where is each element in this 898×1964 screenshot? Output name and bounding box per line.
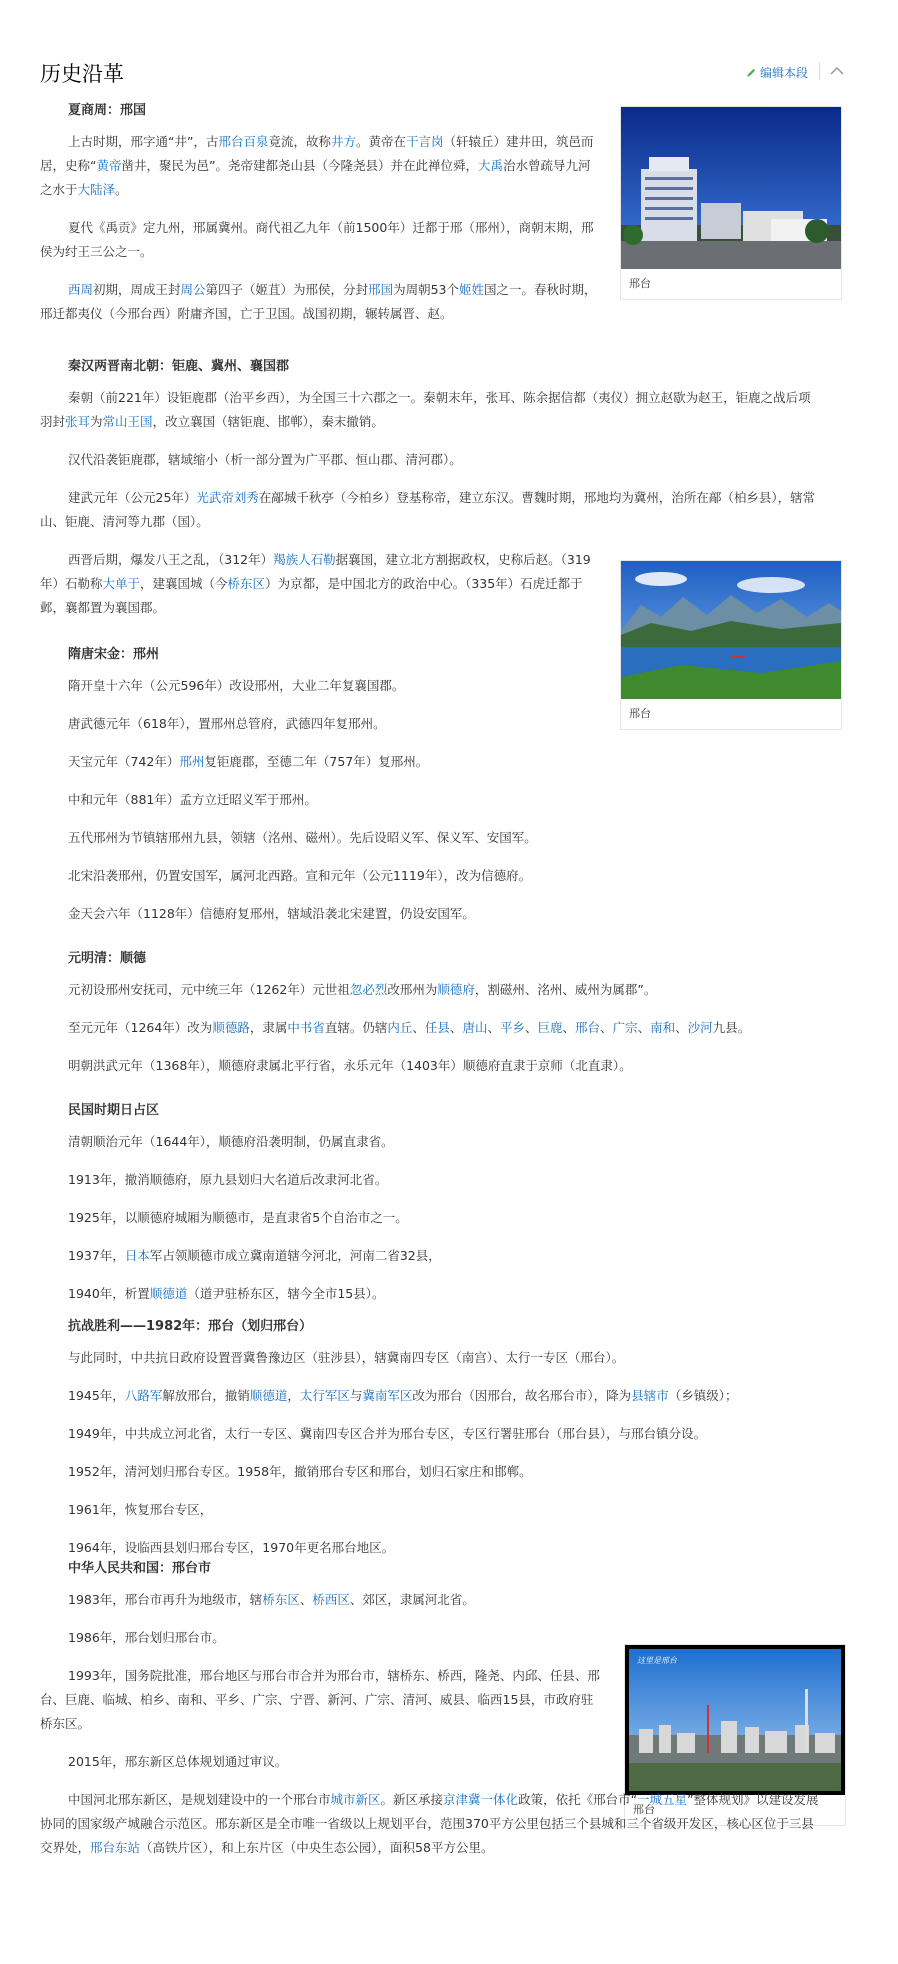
paragraph: 夏代《禹贡》定九州，邢属冀州。商代祖乙九年（前1500年）迁都于邢（邢州），商朝末期，邢侯为纣王三公之一。 <box>40 220 594 259</box>
figure-city-building[interactable] <box>620 106 842 300</box>
internal-link[interactable]: 邢台东站 <box>90 1840 141 1855</box>
figure-caption: 邢台 <box>629 707 651 720</box>
internal-link[interactable]: 西周 <box>68 282 94 297</box>
internal-link[interactable]: 姬姓 <box>458 282 484 297</box>
history-section <box>40 1100 820 1320</box>
paragraph: 至元元年（1264年）改为顺德路，隶属中书省直辖。仍辖内丘、任县、唐山、平乡、巨鹿、邢台、广宗、南和、沙河九县。 <box>68 1020 751 1035</box>
paragraph: 1952年，清河划归邢台专区。1958年，撤销邢台专区和邢台，划归石家庄和邯郸。 <box>68 1464 532 1479</box>
internal-link[interactable]: 八路军 <box>124 1388 163 1403</box>
internal-link[interactable]: 县辖市 <box>631 1388 669 1403</box>
internal-link[interactable]: 黄帝 <box>96 158 122 173</box>
internal-link[interactable]: 顺德府 <box>437 982 475 997</box>
internal-link[interactable]: 张耳 <box>65 414 91 429</box>
section-header <box>40 58 850 94</box>
paragraph: 2015年，邢东新区总体规划通过审议。 <box>68 1754 288 1769</box>
paragraph: 隋开皇十六年（公元596年）改设邢州，大业二年复襄国郡。 <box>68 678 405 693</box>
figure-caption: 邢台 <box>629 277 651 290</box>
internal-link[interactable]: 大禹 <box>477 158 503 173</box>
paragraph: 1913年，撤消顺德府，原九县划归大名道后改隶河北省。 <box>68 1172 388 1187</box>
internal-link[interactable]: 京津冀一体化 <box>443 1792 519 1807</box>
internal-link[interactable]: 顺德道 <box>249 1388 288 1403</box>
paragraph: 1937年，日本军占领顺德市成立冀南道辖今河北，河南二省32县， <box>68 1248 441 1263</box>
history-section <box>40 1316 820 1574</box>
internal-link[interactable]: 沙河 <box>687 1020 713 1035</box>
paragraph: 1993年，国务院批准，邢台地区与邢台市合并为邢台市，辖桥东、桥西，隆尧、内邱、任县、邢台、巨鹿、临城、柏乡、南和、平乡、广宗、宁晋、新河、广宗、清河、威县、临西15县，市政府驻桥东区。 <box>40 1668 600 1731</box>
paragraph: 1961年，恢复邢台专区， <box>68 1502 213 1517</box>
pencil-icon <box>746 67 757 78</box>
section-title: 历史沿革 <box>40 62 124 86</box>
internal-link[interactable]: 中书省 <box>287 1020 325 1035</box>
paragraph: 金天会六年（1128年）信德府复邢州，辖域沿袭北宋建置，仍设安国军。 <box>68 906 475 921</box>
paragraph: 1986年，邢台划归邢台市。 <box>68 1630 225 1645</box>
paragraph: 北宋沿袭邢州，仍置安国军，属河北西路。宣和元年（公元1119年），改为信德府。 <box>68 868 532 883</box>
paragraph: 与此同时，中共抗日政府设置晋冀鲁豫边区（驻涉县），辖冀南四专区（南宫）、太行一专区（邢台）。 <box>68 1350 625 1365</box>
paragraph: 汉代沿袭钜鹿郡，辖域缩小（析一部分置为广平郡、恒山郡、清河郡）。 <box>68 452 462 467</box>
city-building-image <box>621 107 841 269</box>
paragraph: 西周初期，周成王封周公第四子（姬苴）为邢侯，分封邢国为周朝53个姬姓国之一。春秋时期，邢迁都夷仪（今邢台西）附庸齐国，亡于卫国。战国初期，辗转属晋、赵。 <box>40 282 597 321</box>
paragraph: 元初设邢州安抚司，元中统三年（1262年）元世祖忽必烈改邢州为顺德府，割磁州、洺州、威州为属郡”。 <box>68 982 657 997</box>
paragraph: 天宝元年（742年）邢州复钜鹿郡，至德二年（757年）复邢州。 <box>68 754 429 769</box>
paragraph: 中国河北邢东新区，是规划建设中的一个邢台市城市新区。新区承接京津冀一体化政策，依托《邢台市“一城五星”整体规划》以建设发展协同的国家级产城融合示范区。邢东新区是全市唯一省级以上规划平台，范围370平方公里包括三个县城和三个省级开发区，核心区位于三县交界处，邢台东站（高铁片区），和上东片区（中央生态公园），面积58平方公里。 <box>40 1792 819 1855</box>
internal-link[interactable]: 光武帝刘秀 <box>196 490 259 505</box>
internal-link[interactable]: 邢国 <box>368 282 394 297</box>
internal-link[interactable]: 一城五星 <box>637 1792 688 1807</box>
internal-link[interactable]: 桥东区 <box>262 1592 300 1607</box>
history-section <box>40 1558 820 1874</box>
paragraph: 1949年，中共成立河北省，太行一专区、冀南四专区合并为邢台专区，专区行署驻邢台（邢台县），与邢台镇分设。 <box>68 1426 707 1441</box>
internal-link[interactable]: 冀南军区 <box>362 1388 413 1403</box>
section-subheading: 抗战胜利——1982年：邢台（划归邢台） <box>68 1319 313 1334</box>
internal-link[interactable]: 羯族人石勒 <box>273 552 336 567</box>
internal-link[interactable]: 城市新区 <box>330 1792 381 1807</box>
paragraph: 中和元年（881年）孟方立迁昭义军于邢州。 <box>68 792 317 807</box>
internal-link[interactable]: 周公 <box>180 282 206 297</box>
paragraph: 明朝洪武元年（1368年），顺德府隶属北平行省，永乐元年（1403年）顺德府直隶于京师（北直隶）。 <box>68 1058 632 1073</box>
paragraph: 上古时期，邢字通“井”，古邢台百泉竟流，故称井方。黄帝在干言岗（轩辕丘）建井田，筑邑而居，史称“黄帝凿井，聚民为邑”。尧帝建都尧山县（今隆尧县）并在此禅位舜，大禹治水曾疏导九河之水于大陆泽。 <box>40 134 594 197</box>
internal-link[interactable]: 常山王国 <box>102 414 153 429</box>
edit-section-button[interactable] <box>746 64 808 81</box>
section-subheading: 夏商周：邢国 <box>68 103 147 118</box>
paragraph: 五代邢州为节镇辖邢州九县，领辖（洺州、磁州）。先后设昭义军、保义军、安国军。 <box>68 830 537 845</box>
internal-link[interactable]: 内丘 <box>387 1020 413 1035</box>
internal-link[interactable]: 大陆泽 <box>77 182 116 197</box>
section-subheading: 中华人民共和国：邢台市 <box>68 1561 212 1576</box>
paragraph: 1983年，邢台市再升为地级市，辖桥东区、桥西区、郊区，隶属河北省。 <box>68 1592 475 1607</box>
paragraph: 秦朝（前221年）设钜鹿郡（治平乡西），为全国三十六郡之一。秦朝末年，张耳、陈余据信都（夷仪）拥立赵歇为赵王，钜鹿之战后项羽封张耳为常山王国，改立襄国（辖钜鹿、邯郸），秦末撤销。 <box>40 390 811 429</box>
internal-link[interactable]: 唐山 <box>462 1020 488 1035</box>
internal-link[interactable]: 广宗 <box>612 1020 638 1035</box>
internal-link[interactable]: 忽必烈 <box>349 982 388 997</box>
section-subheading: 隋唐宋金：邢州 <box>68 647 160 662</box>
section-subheading: 元明清：顺德 <box>68 951 147 966</box>
internal-link[interactable]: 平乡 <box>499 1020 525 1035</box>
paragraph: 西晋后期，爆发八王之乱，（312年）羯族人石勒据襄国，建立北方割据政权，史称后赵。（319年）石勒称大单于，建襄国城（今桥东区）为京都，是中国北方的政治中心。（335年）石虎迁都于邺，襄都置为襄国郡。 <box>40 552 591 615</box>
paragraph: 唐武德元年（618年），置邢州总管府，武德四年复邢州。 <box>68 716 386 731</box>
chevron-up-icon[interactable] <box>826 60 848 82</box>
internal-link[interactable]: 南和 <box>650 1020 676 1035</box>
internal-link[interactable]: 顺德道 <box>149 1286 188 1301</box>
edit-section-label: 编辑本段 <box>759 66 808 80</box>
history-section <box>40 644 820 940</box>
internal-link[interactable]: 太行军区 <box>299 1388 350 1403</box>
internal-link[interactable]: 桥东区 <box>227 576 266 591</box>
internal-link[interactable]: 巨鹿 <box>537 1020 563 1035</box>
internal-link[interactable]: 桥西区 <box>312 1592 350 1607</box>
history-section <box>40 356 820 634</box>
internal-link[interactable]: 任县 <box>424 1020 450 1035</box>
history-section <box>40 100 600 340</box>
internal-link[interactable]: 日本 <box>124 1248 150 1263</box>
internal-link[interactable]: 邢州 <box>179 754 205 769</box>
figure-caption: 邢台 <box>633 1803 655 1816</box>
history-section <box>40 948 820 1092</box>
internal-link[interactable]: 邢台 <box>575 1020 601 1035</box>
paragraph: 1940年，析置顺德道（道尹驻桥东区，辖今全市15县）。 <box>68 1286 385 1301</box>
paragraph: 1945年，八路军解放邢台，撤销顺德道，太行军区与冀南军区改为邢台（因邢台，故名邢台市），降为县辖市（乡镇级）； <box>68 1388 738 1403</box>
paragraph: 清朝顺治元年（1644年），顺德府沿袭明制，仍属直隶省。 <box>68 1134 394 1149</box>
paragraph: 1964年，设临西县划归邢台专区，1970年更名邢台地区。 <box>68 1540 395 1555</box>
internal-link[interactable]: 大单于 <box>102 576 141 591</box>
internal-link[interactable]: 井方 <box>330 134 356 149</box>
paragraph: 1925年，以顺德府城厢为顺德市，是直隶省5个自治市之一。 <box>68 1210 408 1225</box>
internal-link[interactable]: 顺德路 <box>212 1020 250 1035</box>
divider <box>819 62 820 80</box>
internal-link[interactable]: 干言岗 <box>406 134 444 149</box>
image-banner-text: 这里是邢台 <box>637 1656 677 1665</box>
section-subheading: 民国时期日占区 <box>68 1103 160 1118</box>
section-subheading: 秦汉两晋南北朝：钜鹿、冀州、襄国郡 <box>68 359 290 374</box>
internal-link[interactable]: 邢台百泉 <box>218 134 269 149</box>
paragraph: 建武元年（公元25年）光武帝刘秀在鄗城千秋亭（今柏乡）登基称帝，建立东汉。曹魏时期，邢地均为冀州，治所在鄗（柏乡县），辖常山、钜鹿、清河等九郡（国）。 <box>40 490 816 529</box>
